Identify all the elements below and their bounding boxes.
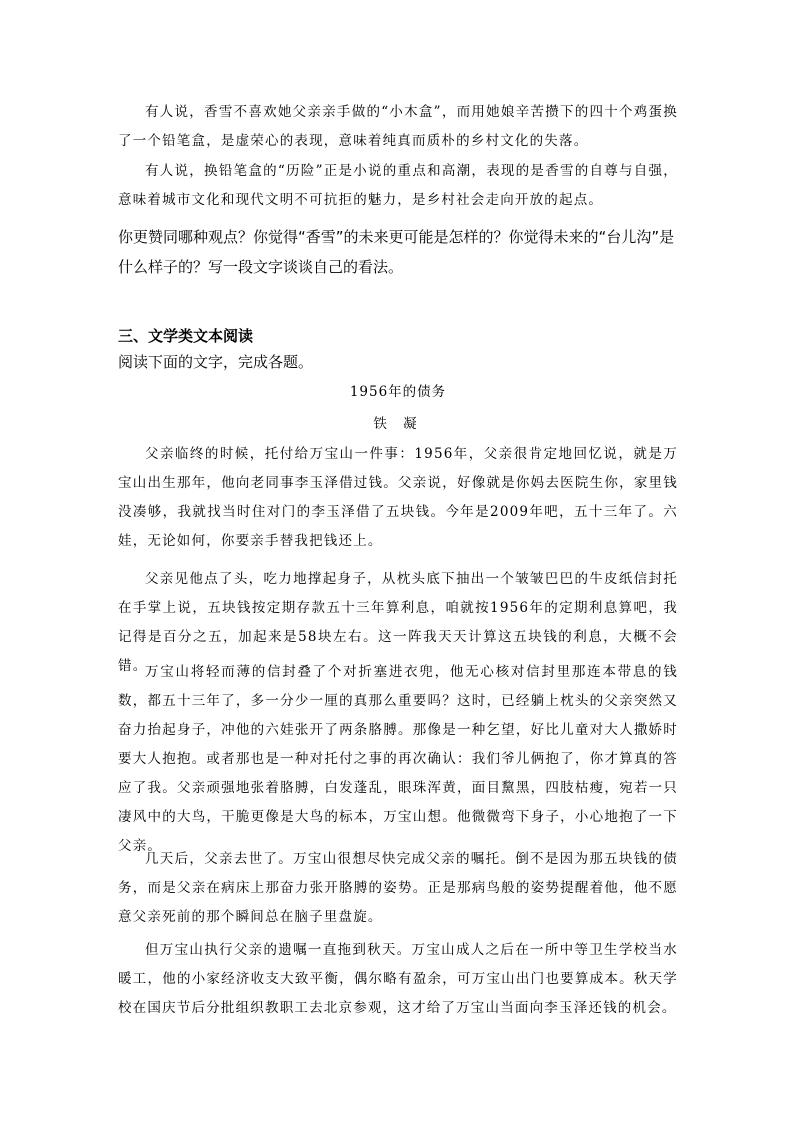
story-paragraph-5: 但万宝山执行父亲的遗嘱一直拖到秋天。万宝山成人之后在一所中等卫生学校当水暖工，他的小家经济收支大致平衡，偶尔略有盈余，可万宝山出门也要算成本。秋天学校在国庆节后分批组织教职工去北京参观，这才给了万宝山当面向李玉泽还钱的机会。 (118, 942, 678, 1016)
section-heading: 三、文学类文本阅读 (118, 327, 254, 345)
story-author: 铁 凝 (373, 416, 423, 432)
story-paragraph-2: 父亲见他点了头，吃力地撑起身子，从枕头底下抽出一个皱皱巴巴的牛皮纸信封托在手掌上说，五块钱按定期存款五十三年算利息，咱就按1956年的定期利息算吧，我记得是百分之五，加起来是58块左右。这一阵我天天计算这五块钱的利息，大概不会错。 (118, 571, 678, 674)
story-paragraph-3: 万宝山将轻而薄的信封叠了个对折塞进衣兜，他无心核对信封里那连本带息的钱数，都五十三年了，多一分少一厘的真那么重要吗？这时，已经躺上枕头的父亲突然又奋力抬起身子，冲他的六娃张开了两条胳膊。那像是一种乞望，好比儿童对大人撒娇时要大人抱抱。或者那也是一种对托付之事的再次确认：我们爷儿俩抱了，你才算真的答应了我。父亲顽强地张着胳膊，白发蓬乱，眼珠浑黄，面目黧黑，四肢枯瘦，宛若一只凄风中的大鸟，干脆更像是大鸟的标本，万宝山想。他微微弯下身子，小心地抱了一下父亲。 (118, 664, 678, 854)
opinion-paragraph-2: 有人说，换铅笔盒的“历险”正是小说的重点和高潮，表现的是香雪的自尊与自强，意味着城市文化和现代文明不可抗拒的魅力，是乡村社会走向开放的起点。 (118, 163, 678, 208)
discussion-question: 你更赞同哪种观点？你觉得“香雪”的未来更可能是怎样的？你觉得未来的“台儿沟”是什么样子的？写一段文字谈谈自己的看法。 (118, 228, 675, 276)
reading-instruction: 阅读下面的文字，完成各题。 (118, 353, 314, 371)
story-paragraph-4: 几天后，父亲去世了。万宝山很想尽快完成父亲的嘱托。倒不是因为那五块钱的债务，而是父亲在病床上那奋力张开胳膊的姿势。正是那病鸟般的姿势提醒着他，他不愿意父亲死前的那个瞬间总在脑子里盘旋。 (118, 851, 678, 925)
story-title: 1956年的债务 (349, 384, 447, 400)
opinion-paragraph-1: 有人说，香雪不喜欢她父亲亲手做的“小木盒”，而用她娘辛苦攒下的四十个鸡蛋换了一个铅笔盒，是虚荣心的表现，意味着纯真而质朴的乡村文化的失落。 (118, 104, 678, 149)
story-paragraph-1: 父亲临终的时候，托付给万宝山一件事：1956年，父亲很肯定地回忆说，就是万宝山出生那年，他向老同事李玉泽借过钱。父亲说，好像就是你妈去医院生你，家里钱没凑够，我就找当时住对门的李玉泽借了五块钱。今年是2009年吧，五十三年了。六娃，无论如何，你要亲手替我把钱还上。 (118, 446, 678, 549)
